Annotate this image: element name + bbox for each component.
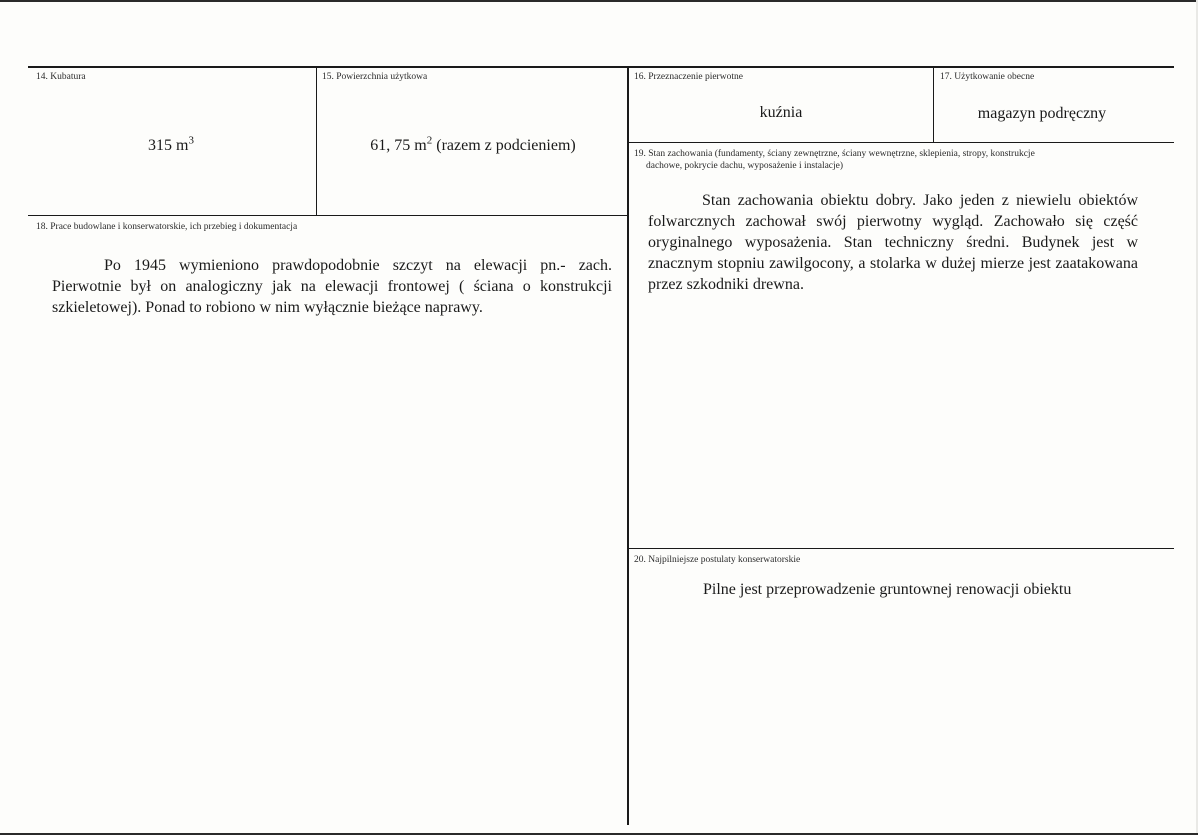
field-17-value: magazyn podręczny (977, 105, 1107, 122)
page-top-edge (0, 0, 1198, 2)
field-15-superscript: 2 (426, 134, 433, 147)
field-15-note: (razem z podcieniem) (432, 137, 576, 154)
field-14-value (36, 136, 306, 156)
field-18-label: 18. Prace budowlane i konserwatorskie, ich przebieg i dokumentacja (36, 222, 298, 232)
field-16-value: kuźnia (759, 104, 803, 121)
grid-divider-16-17 (933, 67, 934, 143)
field-19-text: Stan zachowania obiektu dobry. Jako jeden z niewielu obiektów folwarcznych zachował swój pierwotny wygląd. Zachowało się część oryginalnego wyposażenia. Stan techniczny średni. Budynek jest w znacznym stopniu zawilgocony, a stolarka w dużej mierze jest zaatakowana przez szkodniki drewna. (648, 192, 1138, 293)
grid-line-above-19 (628, 142, 1174, 143)
field-20-label: 20. Najpilniejsze postulaty konserwatorskie (634, 555, 801, 565)
field-15-number: 61, 75 m (370, 137, 427, 154)
field-16-label: 16. Przeznaczenie pierwotne (634, 72, 743, 82)
field-15-label: 15. Powierzchnia użytkowa (322, 72, 428, 82)
field-18-text: Po 1945 wymieniono prawdopodobnie szczyt na elewacji pn.- zach. Pierwotnie był on analogiczny jak na elewacji frontowej ( ściana o konstrukcji szkieletowej). Ponad to robiono w nim wyłącznie bieżące naprawy. (52, 257, 612, 316)
field-20-text: Pilne jest przeprowadzenie gruntownej renowacji obiektu (703, 581, 1072, 598)
field-15-value (320, 136, 626, 156)
grid-line-above-20 (628, 548, 1174, 549)
grid-top-line (28, 66, 1174, 68)
grid-line-above-18 (28, 215, 628, 216)
field-14-label: 14. Kubatura (36, 72, 86, 82)
field-14-superscript: 3 (188, 134, 194, 147)
grid-divider-14-15 (316, 67, 317, 216)
field-14-number: 315 m (148, 137, 189, 154)
field-19-label-line1: 19. Stan zachowania (fundamenty, ściany zewnętrzne, ściany wewnętrzne, sklepienia, stropy, konstrukcje (634, 149, 1035, 159)
grid-center-divider (627, 67, 629, 825)
field-17-label: 17. Użytkowanie obecne (940, 72, 1035, 82)
field-19-label-line2: dachowe, pokrycie dachu, wyposażenie i instalacje) (646, 161, 844, 171)
